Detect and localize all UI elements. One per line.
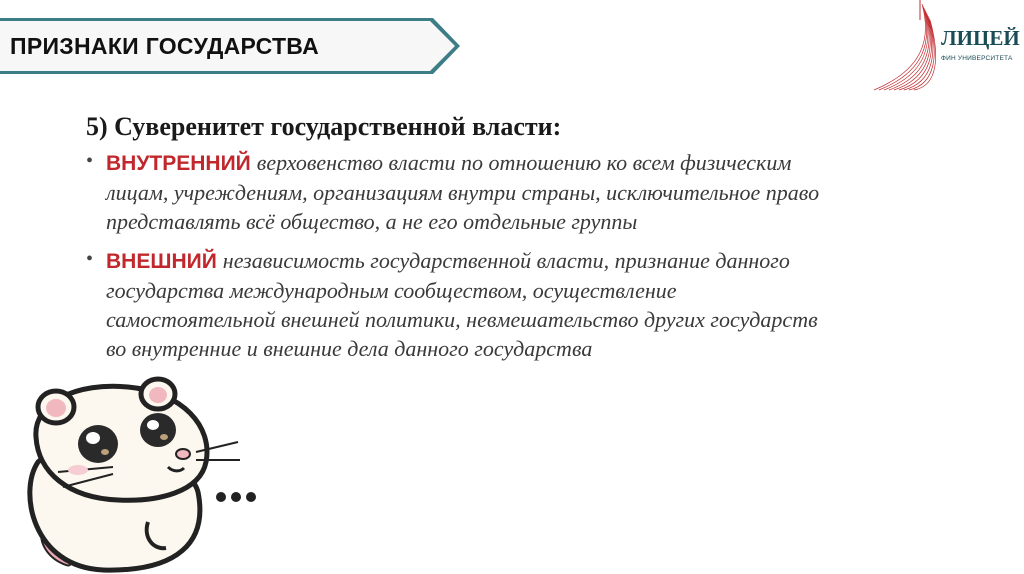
list-item-internal [86, 148, 986, 236]
hamster-mascot-icon [8, 372, 278, 574]
list-item-external [86, 246, 986, 363]
list-item-line [106, 148, 986, 178]
logo-name: ЛИЦЕЙ [941, 26, 1020, 50]
bullet-icon: • [86, 150, 94, 172]
description-text: независимость государственной власти, признание данного [222, 248, 790, 273]
title-banner [0, 18, 462, 74]
description-text: во внутренние и внешние дела данного государства [106, 336, 593, 361]
section-heading: 5) Суверенитет государственной власти: [86, 112, 562, 141]
description-text: представлять всё общество, а не его отдельные группы [106, 209, 638, 234]
list-item-text [106, 246, 986, 363]
bullet-icon: • [86, 248, 94, 270]
list-item-text [106, 148, 986, 236]
description-text: верховенство власти по отношению ко всем физическим [256, 150, 792, 175]
description-text: государства международным сообществом, осуществление [106, 278, 677, 303]
description-text: самостоятельной внешней политики, невмешательство других государств [106, 307, 818, 332]
logo-subtitle: ФИН УНИВЕРСИТЕТА [941, 55, 1013, 62]
term-label: ВНЕШНИЙ [106, 250, 217, 273]
term-label: ВНУТРЕННИЙ [106, 152, 251, 175]
slide-content [86, 112, 986, 373]
list-item-line [106, 246, 986, 276]
page-title: ПРИЗНАКИ ГОСУДАРСТВА [10, 33, 319, 59]
description-text: лицам, учреждениям, организациям внутри страны, исключительное право [106, 180, 820, 205]
